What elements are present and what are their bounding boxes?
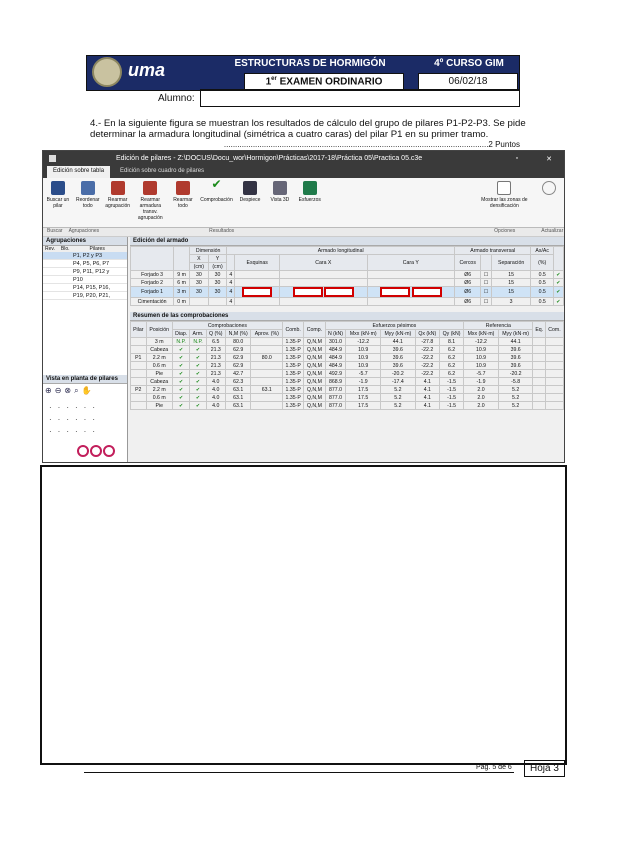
col-x: X bbox=[190, 255, 209, 263]
col-asac: As/Ac bbox=[531, 247, 553, 255]
despiece-button[interactable]: Despiece bbox=[237, 181, 263, 203]
course-year: 4º CURSO GIM bbox=[434, 58, 504, 69]
armado-table bbox=[130, 246, 564, 306]
col-y-unit: (cm) bbox=[208, 263, 227, 271]
tab-edicion-cuadro[interactable]: Edición sobre cuadro de pilares bbox=[120, 168, 205, 174]
minimize-icon[interactable]: ▫ bbox=[515, 155, 519, 162]
uma-seal-icon bbox=[92, 57, 122, 87]
question-text: 4.- En la siguiente figura se muestran los resultados de cálculo del grupo de pilares P1-P2-P3. Se pide determinar la armadura longitudinal (simétrica a cuatro caras) del pilar P1 en su primer tramo. bbox=[90, 118, 526, 140]
page-number: Pág. 5 de 6 bbox=[476, 764, 512, 771]
footer-rule bbox=[84, 772, 514, 773]
table-row[interactable]: Forjado 2 6 m 30 30 4 Ø6 ☐ 15 0.5 ✔ bbox=[131, 279, 564, 287]
col-rev: Rev. bbox=[45, 246, 55, 252]
table-row[interactable]: Cabeza ✔ ✔ 21.3 62.9 1.35·P Q,N,M 484.9 10.9 39.6 -22.2 6.2 10.9 39.6 bbox=[131, 346, 564, 354]
group-actualizar: Actualizar bbox=[541, 228, 564, 234]
refresh-button[interactable] bbox=[536, 181, 562, 197]
app-icon bbox=[49, 155, 56, 162]
window-titlebar bbox=[43, 151, 564, 166]
answer-box[interactable] bbox=[242, 287, 272, 297]
reorder-icon bbox=[81, 181, 95, 195]
student-name-field[interactable] bbox=[200, 89, 520, 107]
armado-panel bbox=[130, 237, 564, 410]
exam-name: 1er EXAMEN ORDINARIO bbox=[244, 73, 404, 90]
sheet-number: Hoja 3 bbox=[524, 760, 565, 777]
course-title: ESTRUCTURAS DE HORMIGÓN bbox=[234, 58, 386, 69]
rearm-group-button[interactable]: Rearmar agrupación bbox=[105, 181, 131, 209]
armado-title: Edición del armado bbox=[130, 237, 564, 246]
group-buscar: Buscar bbox=[47, 228, 63, 234]
grouping-item[interactable]: P10 bbox=[43, 276, 127, 284]
groupings-empty bbox=[43, 300, 127, 375]
refresh-icon bbox=[542, 181, 556, 195]
software-window bbox=[42, 150, 565, 463]
col-dimension: Dimensión bbox=[190, 247, 227, 255]
binoculars-icon bbox=[51, 181, 65, 195]
exam-date: 06/02/18 bbox=[418, 73, 518, 90]
table-row[interactable]: Pie ✔ ✔ 4.0 63.1 1.35·P Q,N,M 877.0 17.5 5.2 4.1 -1.5 2.0 5.2 bbox=[131, 402, 564, 410]
rearm-all-button[interactable]: Rearmar todo bbox=[170, 181, 196, 209]
uma-logo-text: uma bbox=[128, 60, 166, 80]
col-cara-y: Cara Y bbox=[367, 255, 454, 271]
window-title: Edición de pilares - Z:\DOCUS\Docu_wor\Hormigon\Prácticas\2017-18\Práctica 05\Practica 05.c3e bbox=[116, 155, 423, 162]
forces-button[interactable]: Esfuerzos bbox=[297, 181, 323, 203]
group-opciones: Opciones bbox=[494, 228, 516, 234]
col-separacion: Separación bbox=[491, 255, 531, 271]
answer-area[interactable] bbox=[40, 465, 567, 765]
cube-icon bbox=[273, 181, 287, 195]
col-blo: Blo. bbox=[60, 246, 70, 252]
col-transv: Armado transversal bbox=[455, 247, 531, 255]
table-row-selected[interactable]: Forjado 1 3 m 30 30 4 Ø6 ☐ 15 0.5 ✔ bbox=[131, 287, 564, 298]
groupings-panel bbox=[43, 237, 128, 463]
rebar-transv-icon bbox=[143, 181, 157, 195]
tab-edicion-tabla[interactable]: Edición sobre tabla bbox=[47, 166, 110, 178]
table-row[interactable]: Cimentación 0 m 4 Ø6 ☐ 3 0.5 ✔ bbox=[131, 298, 564, 306]
ribbon-toolbar bbox=[43, 178, 564, 228]
col-x-unit: (cm) bbox=[190, 263, 209, 271]
group-agrupaciones: Agrupaciones bbox=[68, 228, 100, 234]
table-row[interactable]: P1 2.2 m ✔ ✔ 21.3 62.9 80.0 1.35·P Q,N,M 484.9 10.9 39.6 -22.2 6.2 10.9 39.6 bbox=[131, 354, 564, 362]
summary-title: Resumen de las comprobaciones bbox=[130, 312, 564, 321]
grouping-item[interactable]: P9, P11, P12 y bbox=[43, 268, 127, 276]
groupings-title: Agrupaciones bbox=[43, 237, 127, 246]
col-pilares: Pilares bbox=[89, 246, 105, 252]
table-row[interactable]: P2 2.2 m ✔ ✔ 4.0 63.1 63.1 1.35·P Q,N,M 877.0 17.5 5.2 4.1 -1.5 2.0 5.2 bbox=[131, 386, 564, 394]
col-pct: (%) bbox=[531, 255, 553, 271]
check-icon: ✔ bbox=[211, 177, 222, 191]
plan-view-toolbar[interactable]: ⊕⊖⊗⌕✋ bbox=[45, 386, 95, 395]
grouping-item[interactable]: P4, P5, P6, P7 bbox=[43, 260, 127, 268]
student-label: Alumno: bbox=[158, 93, 195, 104]
grouping-item[interactable]: P1, P2 y P3 bbox=[43, 252, 127, 260]
table-row[interactable]: 3 m N.P. N.P. 6.5 80.0 1.35·P Q,N,M 301.0 -12.2 44.1 -27.8 8.1 -12.2 44.1 bbox=[131, 338, 564, 346]
forces-icon bbox=[303, 181, 317, 195]
grouping-item[interactable]: P14, P15, P16, bbox=[43, 284, 127, 292]
col-cercos: Cercos bbox=[455, 255, 481, 271]
ribbon-group-labels bbox=[43, 228, 564, 237]
check-button[interactable]: ✔ Comprobación bbox=[200, 177, 233, 203]
summary-table: Pilar Posición Comprobaciones Comb. Comp. Esfuerzos pésimos Referencia Eq. Com. Diap. Arm. Q (%) N,M (%) Aprov. (%) N (kN) Mxx (kN·m) Myy (kN·m) Qx (kN) Qy (kN) Mxx (kN·m) Myy (kN·m) 3 m N.P. N.P. 6.5 80.0 1.35·P Q,N,M 301.0 -12.2 44.1 -27.8 8.1 -12.2 44.1 Cabeza ✔ ✔ 21.3 62.9 1.35·P Q,N,M 484.9 10.9 39.6 -22.2 6.2 10.9 39.6 P1 2.2 m ✔ ✔ 21.3 62.9 80.0 1.35·P Q,N,M 484.9 10.9 39.6 -22.2 6.2 10.9 39.6 0.6 m ✔ ✔ 21.3 62.9 1.35·P Q,N,M 484.9 10.9 39.6 -22.2 6.2 10.9 39.6 Pie ✔ ✔ 21.3 42.7 1.35·P Q,N,M 492.9 -5.7 -20.2 -22.2 6.2 -5.7 -20.2 Cabeza ✔ ✔ 4.0 62.3 1.35·P Q,N,M 868.9 -1.9 -17.4 4.1 -1.5 -1.9 -5.8 P2 2.2 m ✔ ✔ 4.0 63.1 63.1 1.35·P Q,N,M 877.0 17.5 5.2 4.1 -1.5 2.0 5.2 0.6 m ✔ ✔ 4.0 63.1 1.35·P Q,N,M 877.0 17.5 5.2 4.1 -1.5 2.0 5.2 Pie ✔ ✔ 4.0 63.1 1.35·P Q,N,M 877.0 17.5 5.2 4.1 -1.5 2.0 5.2 bbox=[130, 321, 564, 410]
grouping-item[interactable]: P19, P20, P21, bbox=[43, 292, 127, 300]
plan-view-title: Vista en planta de pilares bbox=[43, 375, 127, 384]
col-esquinas: Esquinas bbox=[235, 255, 280, 271]
group-resultados: Resultados bbox=[209, 228, 235, 234]
close-icon[interactable]: ✕ bbox=[546, 155, 552, 163]
plan-view-canvas[interactable]: ······ ······ ······ bbox=[49, 403, 101, 436]
list-icon bbox=[243, 181, 257, 195]
rearm-transv-button[interactable]: Rearmar armadura transv. agrupación bbox=[135, 181, 166, 221]
table-row[interactable]: Pie ✔ ✔ 21.3 42.7 1.35·P Q,N,M 492.9 -5.7 -20.2 -22.2 6.2 -5.7 -20.2 bbox=[131, 370, 564, 378]
col-y: Y bbox=[208, 255, 227, 263]
search-column-button[interactable]: Buscar un pilar bbox=[45, 181, 71, 209]
table-row[interactable]: 0.6 m ✔ ✔ 21.3 62.9 1.35·P Q,N,M 484.9 10.9 39.6 -22.2 6.2 10.9 39.6 bbox=[131, 362, 564, 370]
view3d-button[interactable]: Vista 3D bbox=[267, 181, 293, 203]
answer-box[interactable] bbox=[324, 287, 354, 297]
table-row[interactable]: Cabeza ✔ ✔ 4.0 62.3 1.35·P Q,N,M 868.9 -1.9 -17.4 4.1 -1.5 -1.9 -5.8 bbox=[131, 378, 564, 386]
question-points: .......................................................................................................................2 Puntos bbox=[223, 140, 520, 149]
rebar-all-icon bbox=[176, 181, 190, 195]
page-icon bbox=[497, 181, 511, 195]
answer-box[interactable] bbox=[412, 287, 442, 297]
rebar-icon bbox=[111, 181, 125, 195]
answer-box[interactable] bbox=[293, 287, 323, 297]
reorder-button[interactable]: Reordenar todo bbox=[75, 181, 101, 209]
col-cara-x: Cara X bbox=[280, 255, 367, 271]
column-markers bbox=[77, 445, 115, 457]
table-row[interactable]: 0.6 m ✔ ✔ 4.0 63.1 1.35·P Q,N,M 877.0 17.5 5.2 4.1 -1.5 2.0 5.2 bbox=[131, 394, 564, 402]
answer-box[interactable] bbox=[380, 287, 410, 297]
col-long: Armado longitudinal bbox=[227, 247, 455, 255]
show-zones-button[interactable]: Mostrar las zonas de densificación bbox=[477, 181, 532, 209]
table-row[interactable]: Forjado 3 9 m 30 30 4 Ø6 ☐ 15 0.5 ✔ bbox=[131, 271, 564, 279]
